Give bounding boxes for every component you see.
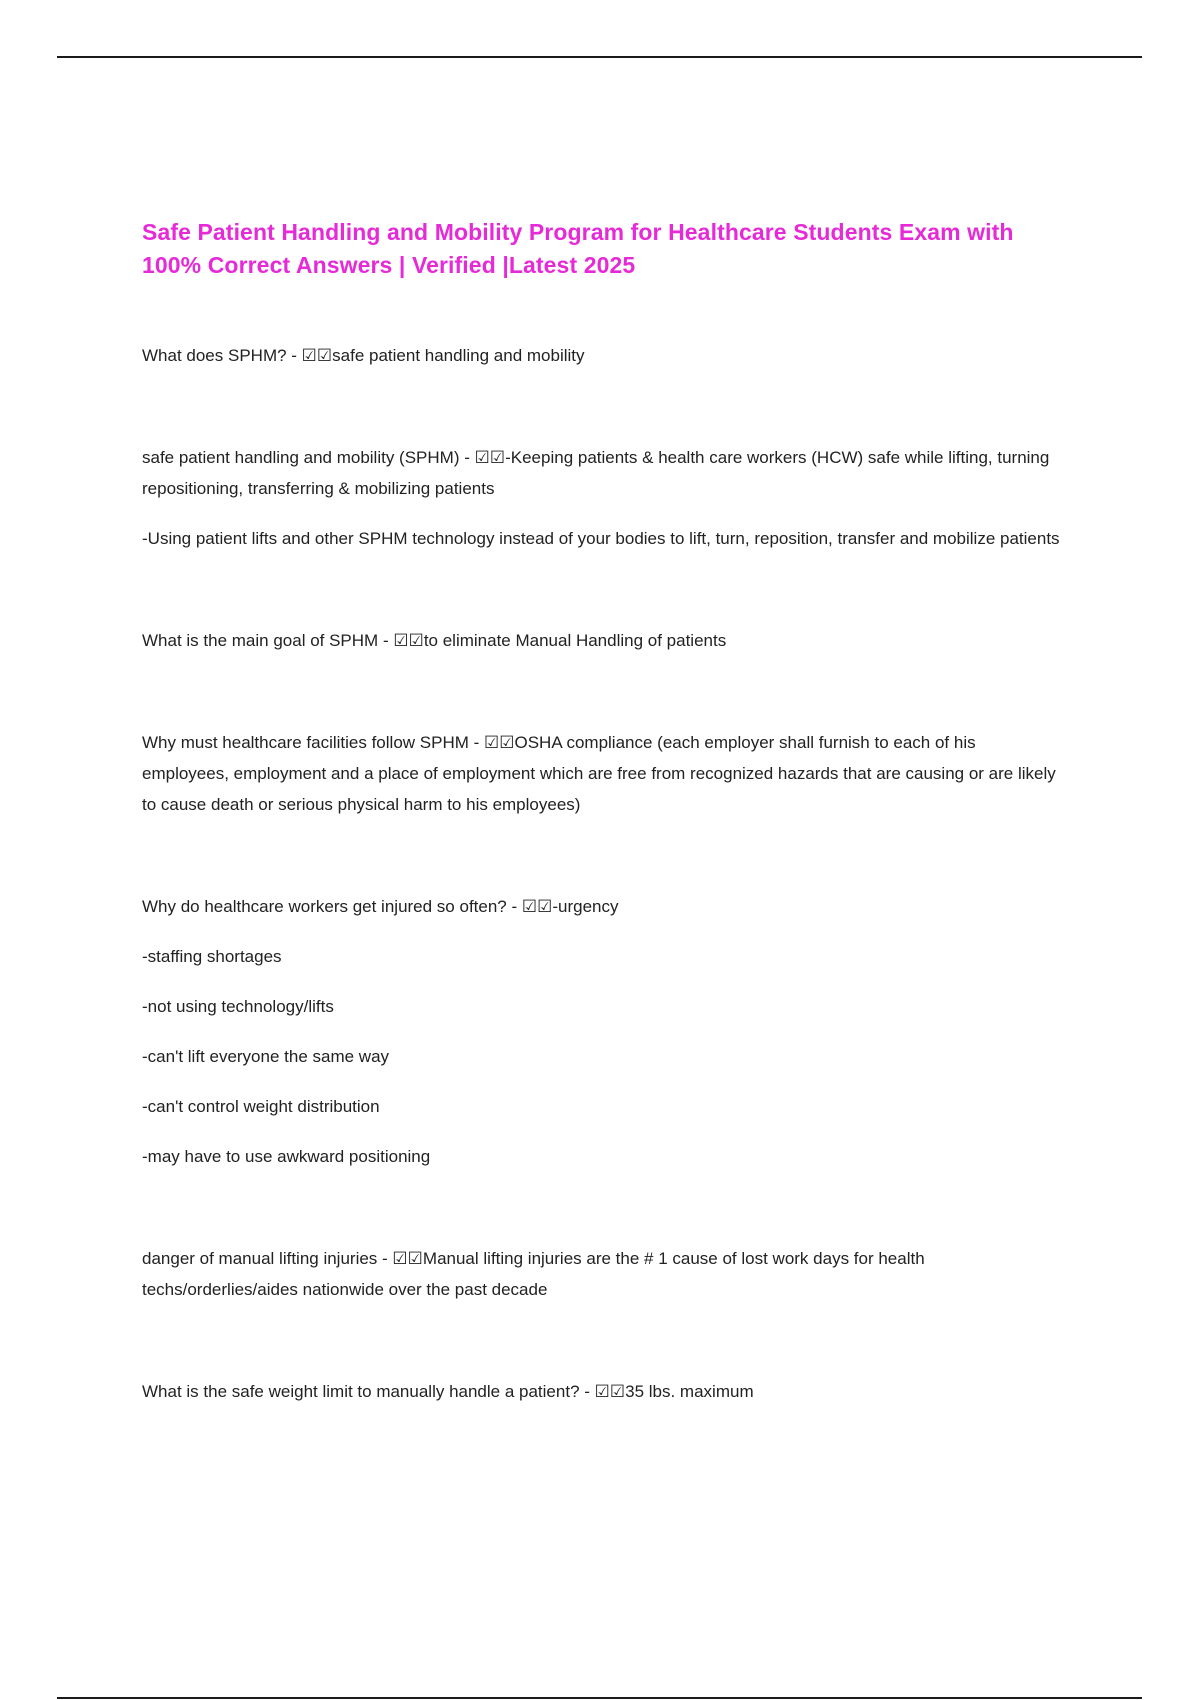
question-text: What is the main goal of SPHM [142,631,379,650]
separator: - [286,346,302,365]
qa-line [142,442,1062,504]
separator: - [579,1382,595,1401]
answer-marker: ☑☑ [474,448,506,467]
qa-entry [142,891,1062,1172]
separator: - [506,897,522,916]
qa-line [142,891,1062,922]
separator: - [468,733,484,752]
answer-list-item: -can't lift everyone the same way [142,1047,390,1066]
qa-entry [142,442,1062,554]
answer-continuation: -Using patient lifts and other SPHM technology instead of your bodies to lift, turn, reposition, transfer and mobilize patients [142,529,1060,548]
top-rule [57,56,1142,58]
qa-entry [142,1376,1062,1407]
qa-entry [142,1243,1062,1305]
answer-marker: ☑☑ [594,1382,626,1401]
answer-text: OSHA compliance (each employer shall furnish to each of his employees, employment and a place of employment which are free from recognized hazards that are causing or are likely to cause death or serious physical harm to his employees) [142,733,1056,814]
answer-text: Manual lifting injuries are the # 1 cause of lost work days for health techs/orderlies/aides nationwide over the past decade [142,1249,925,1299]
qa-line [142,625,1062,656]
answer-list-item: -not using technology/lifts [142,997,334,1016]
answer-marker: ☑☑ [484,733,515,752]
answer-list-item: -staffing shortages [142,947,282,966]
question-text: What is the safe weight limit to manually handle a patient? [142,1382,580,1401]
separator: - [378,631,394,650]
qa-line [142,727,1062,820]
question-text: What does SPHM? [142,346,287,365]
qa-entry [142,625,1062,656]
answer-list-item: -may have to use awkward positioning [142,1147,431,1166]
qa-line [142,340,1062,371]
separator: - [459,448,475,467]
qa-line [142,1243,1062,1305]
qa-line [142,1376,1062,1407]
answer-marker: ☑☑ [301,346,333,365]
answer-marker: ☑☑ [392,1249,423,1268]
answer-text: -urgency [552,897,619,916]
answer-text: to eliminate Manual Handling of patients [423,631,727,650]
answer-marker: ☑☑ [521,897,553,916]
qa-entry [142,727,1062,820]
bottom-rule [57,1697,1142,1699]
question-text: Why do healthcare workers get injured so often? [142,897,507,916]
separator: - [377,1249,393,1268]
document-body [142,216,1062,1407]
answer-list-item: -can't control weight distribution [142,1097,380,1116]
answer-marker: ☑☑ [393,631,424,650]
answer-text: 35 lbs. maximum [625,1382,754,1401]
answer-text: -Keeping patients & health care workers (HCW) safe while lifting, turning repositioning, transferring & mobilizing patients [142,448,1050,498]
document-title: Safe Patient Handling and Mobility Program for Healthcare Students Exam with 100% Correct Answers | Verified |Latest 2025 [142,219,1014,278]
question-text: Why must healthcare facilities follow SPHM [142,733,469,752]
question-text: safe patient handling and mobility (SPHM) [142,448,460,467]
qa-entry [142,340,1062,371]
question-text: danger of manual lifting injuries [142,1249,378,1268]
answer-text: safe patient handling and mobility [332,346,585,365]
